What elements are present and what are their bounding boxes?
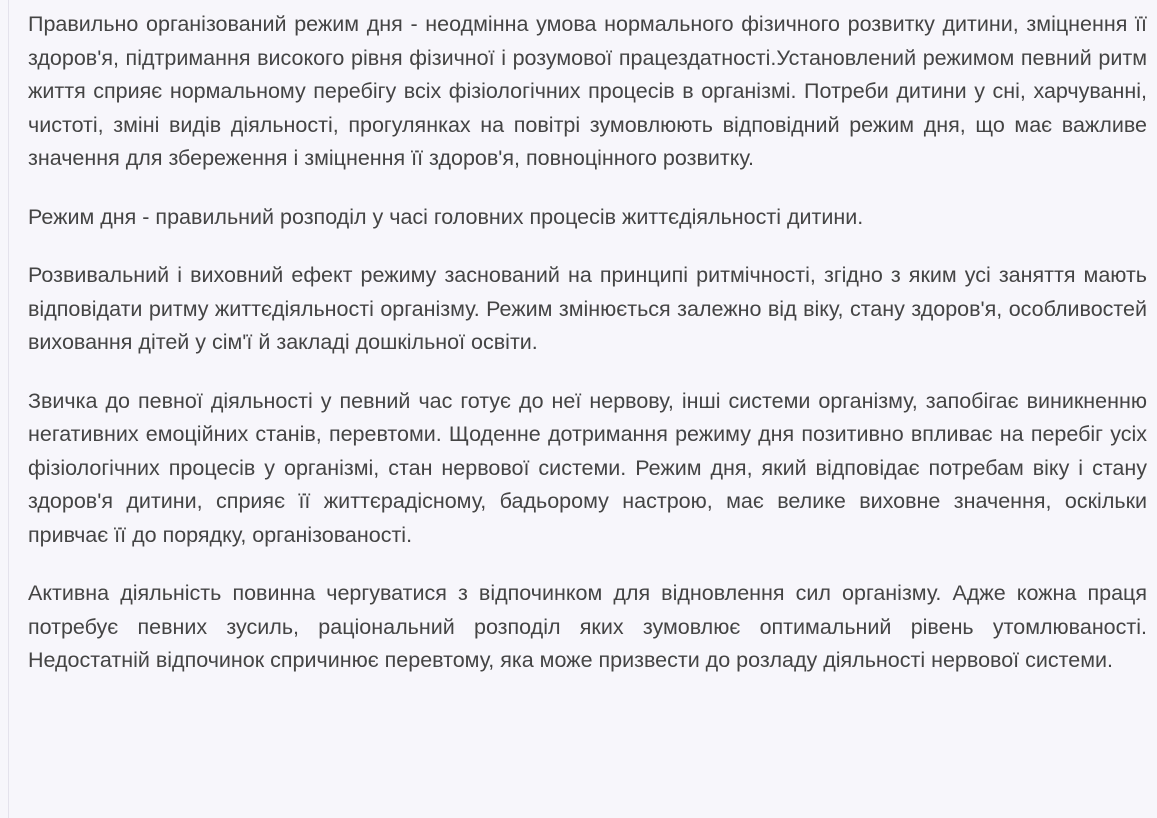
article-body	[8, 0, 1157, 818]
paragraph-habit-effects: Звичка до певної діяльності у певний час готує до неї нервову, інші системи організму, запобігає виникненню негативних емоційних станів, перевтоми. Щоденне дотримання режиму дня позитивно впливає на перебіг усіх фізіологічних процесів у організмі, стан нервової системи. Режим дня, який відповідає потребам віку і стану здоров'я дитини, сприяє її життєрадісному, бадьорому настрою, має велике виховне значення, оскільки привчає її до порядку, організованості.	[28, 388, 1147, 547]
paragraph-daily-routine-definition: Режим дня - правильний розподіл у часі головних процесів життєдіяльності дитини.	[28, 204, 864, 229]
paragraph-rhythm-principle: Розвивальний і виховний ефект режиму заснований на принципі ритмічності, згідно з яким усі заняття мають відповідати ритму життєдіяльності організму. Режим змінюється залежно від віку, стану здоров'я, особливостей виховання дітей у сім'ї й закладі дошкільної освіти.	[28, 263, 1147, 354]
paragraph-daily-routine-importance: Правильно організований режим дня - неодмінна умова нормального фізичного розвитку дитини, зміцнення її здоров'я, підтримання високого рівня фізичної і розумової працездатності.Установлений режимом певний ритм життя сприяє нормальному перебігу всіх фізіологічних процесів в організмі. Потреби дитини у сні, харчуванні, чистоті, зміні видів діяльності, прогулянках на повітрі зумовлюють відповідний режим дня, що має важливе значення для збереження і зміцнення її здоров'я, повноцінного розвитку.	[28, 12, 1147, 170]
paragraph-activity-and-rest: Активна діяльність повинна чергуватися з відпочинком для відновлення сил організму. Адже кожна праця потребує певних зусиль, раціональний розподіл яких зумовлює оптимальний рівень утомлюваності. Недостатній відпочинок спричинює перевтому, яка може призвести до розладу діяльності нервової системи.	[28, 581, 1147, 672]
